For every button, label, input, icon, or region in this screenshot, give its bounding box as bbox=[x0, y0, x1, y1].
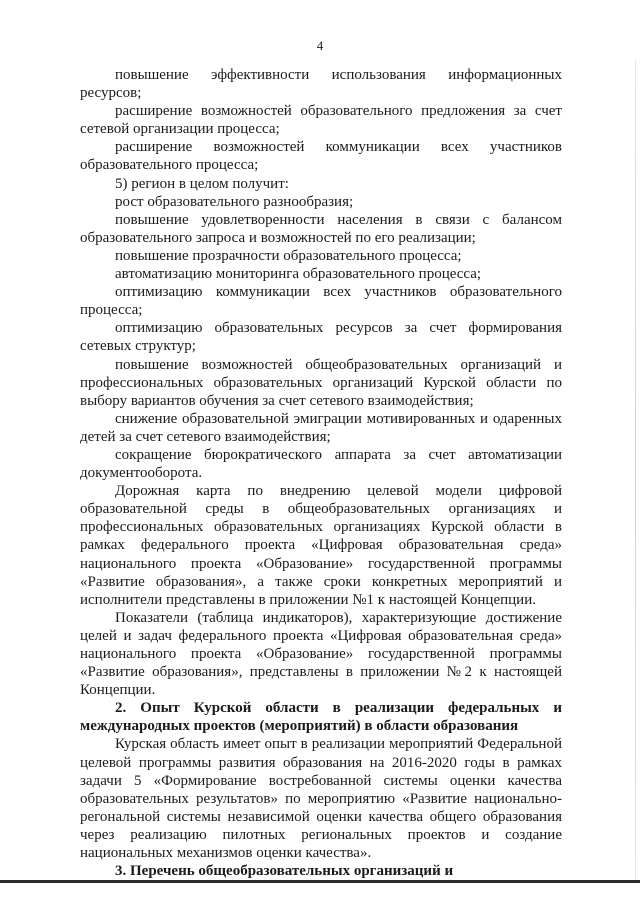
paragraph: Курская область имеет опыт в реализации мероприятий Федеральной целевой программы развития образования на 2016-2020 годы в рамках задачи 5 «Формирование востребованной системы оценки качества образовательных результатов» по мероприятию «Развитие национально-регональной системы независимой оценки качества общего образования через реализацию пилотных региональных проектов и создание национальных механизмов оценки качества». bbox=[80, 736, 562, 862]
paragraph: повышение возможностей общеобразовательных организаций и профессиональных образовательных организаций Курской области по выбору вариантов обучения за счет сетевого взаимодействия; bbox=[80, 356, 562, 409]
paragraph: повышение удовлетворенности населения в связи с балансом образовательного запроса и возможностей по его реализации; bbox=[80, 211, 562, 246]
paragraph: 5) регион в целом получит: bbox=[115, 175, 289, 192]
paragraph: рост образовательного разнообразия; bbox=[115, 193, 354, 210]
paragraph: расширение возможностей образовательного предложения за счет сетевой организации процесса; bbox=[80, 103, 562, 138]
section-heading: 2. Опыт Курской области в реализации федеральных и международных проектов (мероприятий) в области образования bbox=[80, 700, 562, 735]
paragraph: автоматизацию мониторинга образовательного процесса; bbox=[115, 266, 482, 283]
scan-edge-line bbox=[635, 60, 636, 880]
paragraph: Дорожная карта по внедрению целевой модели цифровой образовательной среды в общеобразовательных организациях и профессиональных образовательных организациях Курской области в рамках федерального проекта «Цифровая образовательная среда» национального проекта «Образование» государственной программы «Развитие образования», а также сроки конкретных мероприятий и исполнители представлены в приложении №1 к настоящей Концепции. bbox=[80, 483, 562, 608]
paragraph: повышение эффективности использования информационных ресурсов; bbox=[80, 67, 562, 102]
document-body bbox=[80, 66, 562, 880]
paragraph: повышение прозрачности образовательного процесса; bbox=[115, 247, 462, 264]
paragraph: сокращение бюрократического аппарата за счет автоматизации документооборота. bbox=[80, 446, 562, 482]
paragraph: снижение образовательной эмиграции мотивированных и одаренных детей за счет сетевого взаимодействия; bbox=[80, 410, 562, 445]
paragraph: оптимизацию коммуникации всех участников образовательного процесса; bbox=[80, 284, 562, 319]
page-bottom-border bbox=[0, 880, 640, 883]
paragraph: оптимизацию образовательных ресурсов за счет формирования сетевых структур; bbox=[80, 320, 562, 355]
page-number: 4 bbox=[316, 38, 324, 53]
paragraph: Показатели (таблица индикаторов), характеризующие достижение целей и задач федерального проекта «Цифровая образовательная среда» национального проекта «Образование» государственной программы «Развитие образования», представлены в приложении №2 к настоящей Концепции. bbox=[80, 609, 562, 699]
paragraph: расширение возможностей коммуникации всех участников образовательного процесса; bbox=[80, 139, 562, 174]
section-heading: 3. Перечень общеобразовательных организаций и bbox=[115, 863, 454, 880]
